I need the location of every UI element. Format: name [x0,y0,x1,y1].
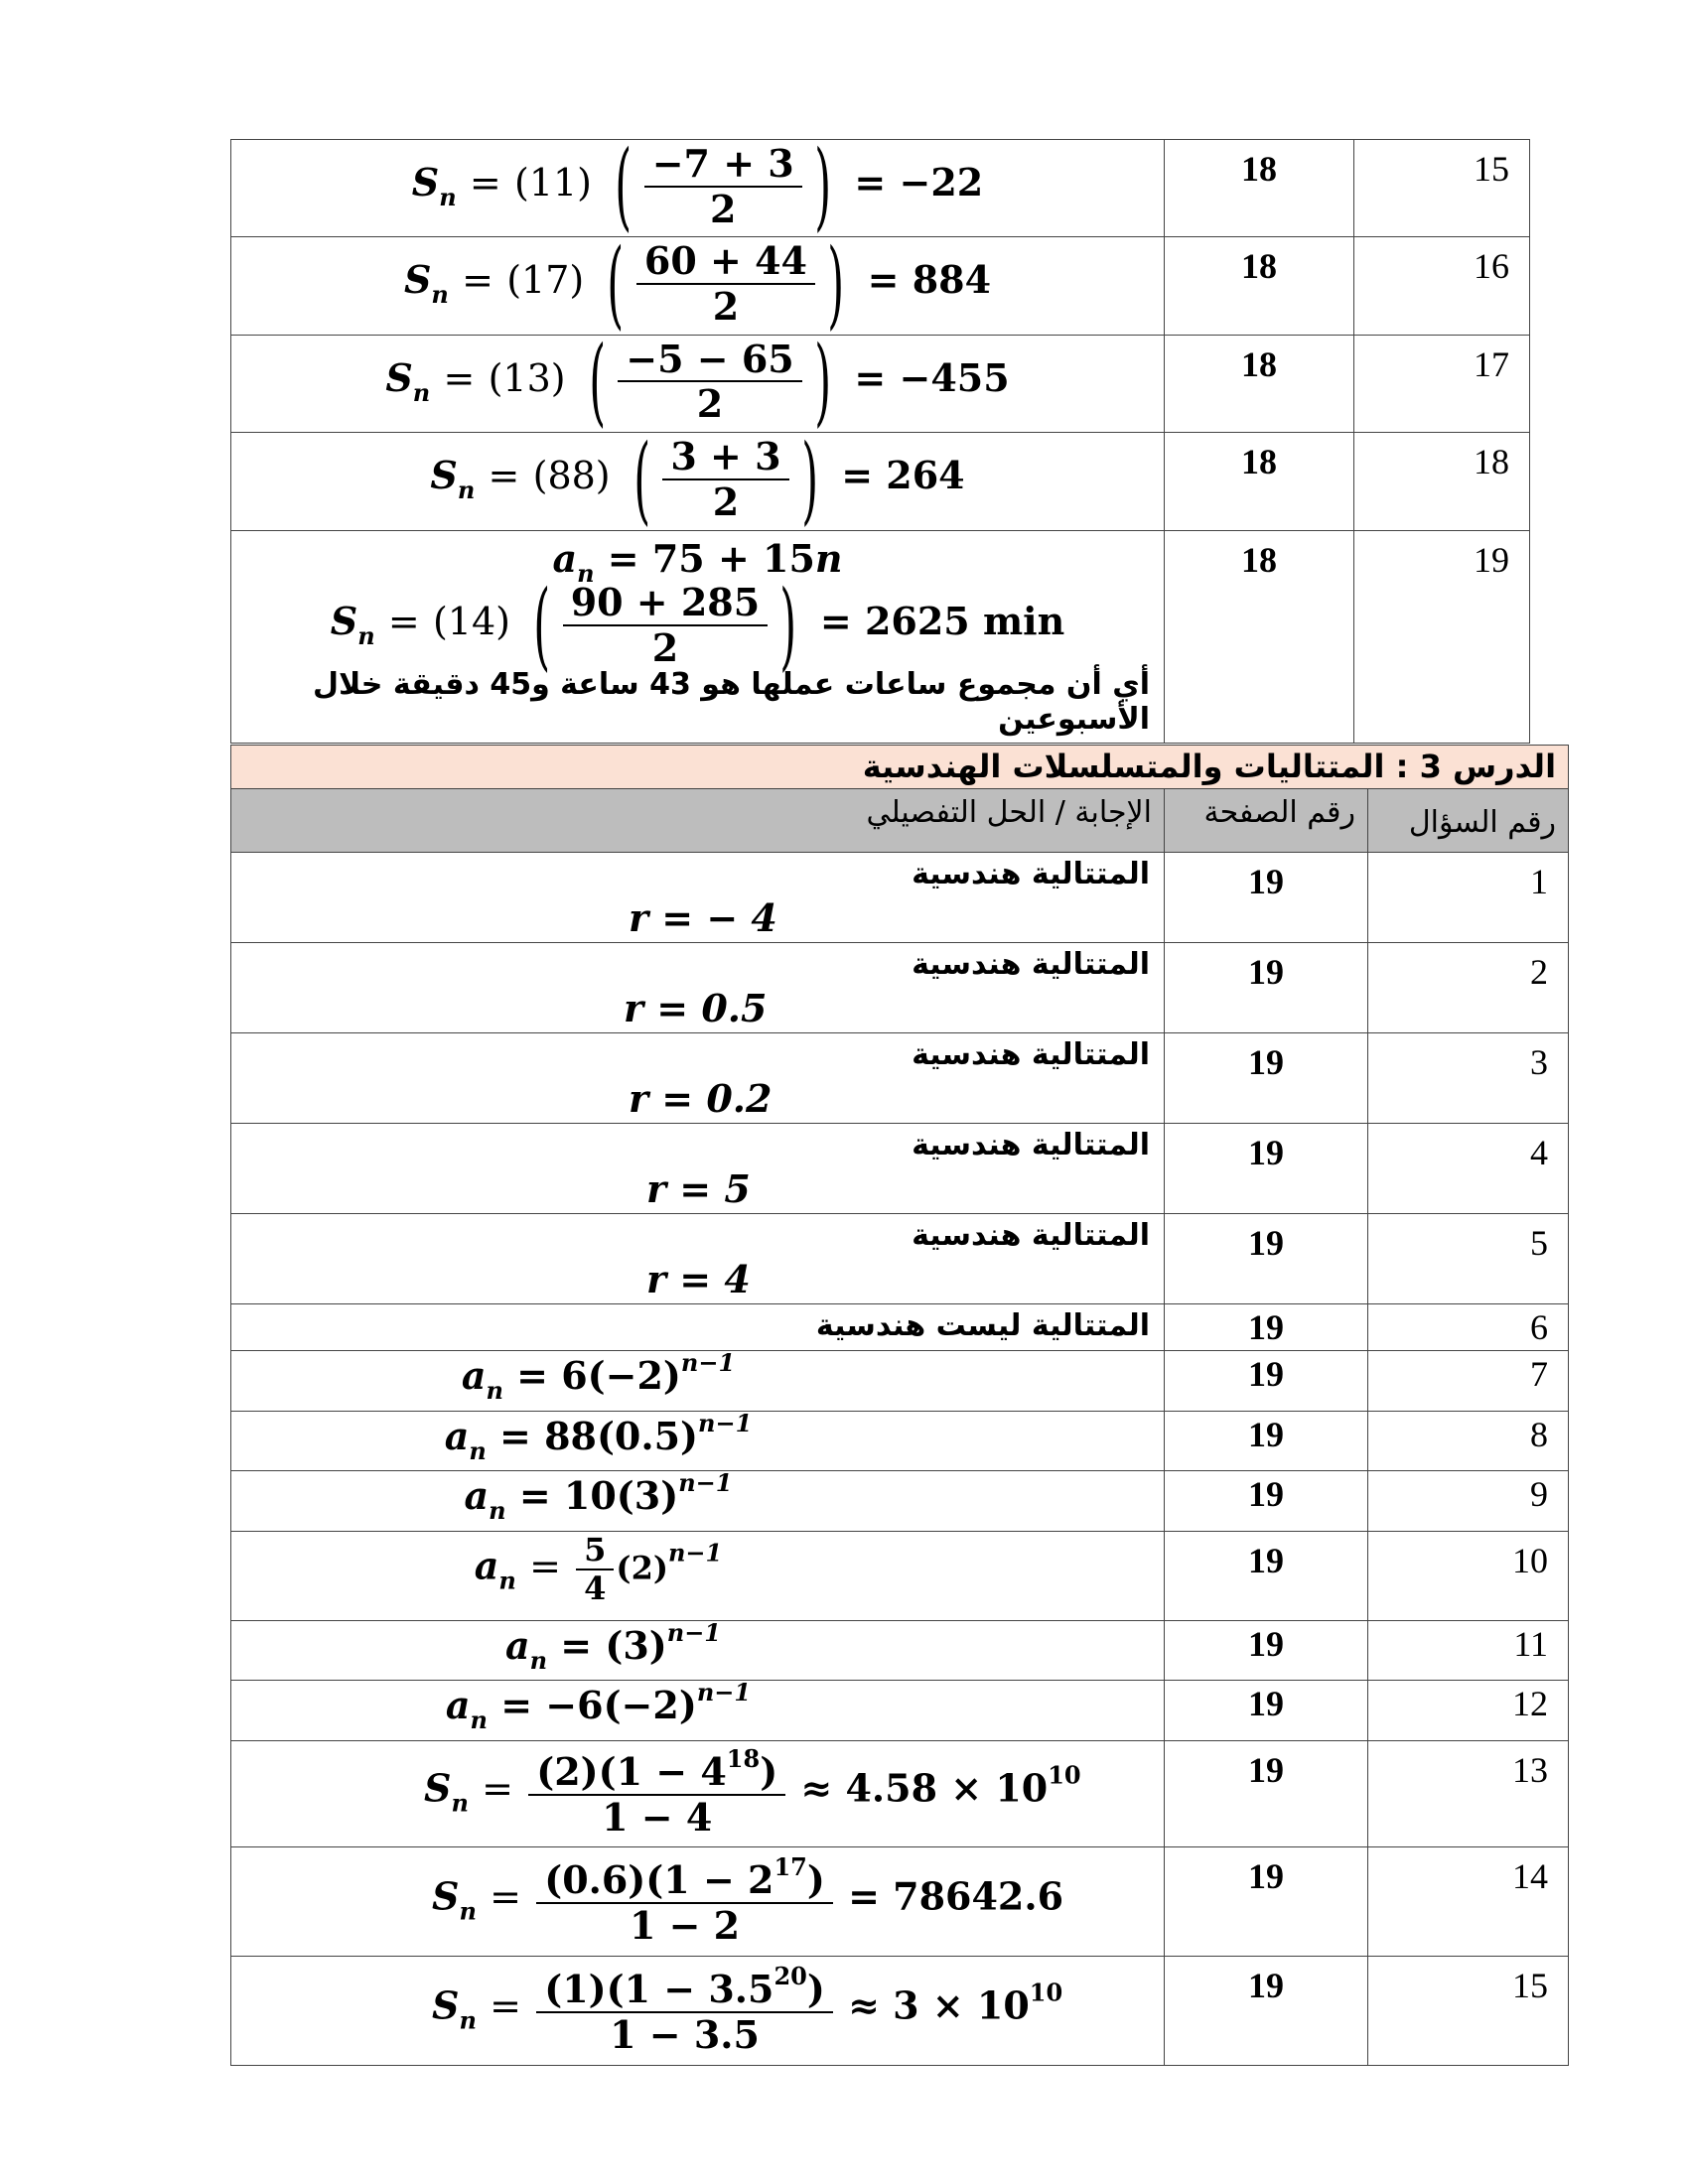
fraction: $\frac{(2)(1 - 4^{18})}{1 - 4}$ [532,1745,781,1839]
answer-cell [231,1124,1165,1214]
fraction-paren: ( $\frac{-7 + 3}{2}$ ) [615,130,831,242]
question-number: 18 [1354,433,1530,530]
numerator: 3 + 3 [670,434,781,479]
answer-cell [231,1214,1165,1304]
coefficient: (88) [532,454,611,498]
answer-cell [231,1033,1165,1124]
answer-cell [231,853,1165,943]
denominator: 2 [636,283,815,329]
page-number: 18 [1165,140,1354,237]
header-page: رقم الصفحة [1165,789,1368,853]
question-number: 7 [1368,1351,1569,1412]
page-number: 19 [1165,1124,1368,1214]
equals: = [462,258,493,303]
header-question: رقم السؤال [1368,789,1569,853]
answer-cell [231,1617,1165,1681]
lesson-title-row [231,746,1569,789]
table-arithmetic-series [230,130,1530,744]
fraction-paren: ( $\frac{60 + 44}{2}$ ) [607,227,845,340]
page-number: 19 [1165,1620,1368,1681]
answer-cell [231,227,1165,340]
page-number: 19 [1165,853,1368,943]
lesson-title: الدرس 3 : المتتاليات والمتسلسلات الهندسية [231,746,1569,789]
fraction-paren: ( $\frac{-5 - 65}{2}$ ) [589,326,831,438]
question-number: 5 [1368,1214,1569,1304]
question-number: 17 [1354,335,1530,432]
page-number: 18 [1165,335,1354,432]
table-row [231,237,1530,335]
answer-cell [231,1304,1165,1351]
answer-cell [231,1678,1165,1741]
table-row [231,1681,1569,1741]
result: = −455 [854,354,1010,400]
table-row [231,335,1530,432]
denominator: 2 [563,624,769,670]
answer-text: المتتالية هندسية [912,1037,1150,1072]
question-number: 8 [1368,1411,1569,1471]
sn-symbol: S [385,354,413,400]
table-row [231,1033,1569,1124]
table-row [231,140,1530,237]
an-symbol: a [552,535,578,581]
answer-cell [231,1408,1165,1471]
page-number: 19 [1165,1214,1368,1304]
table-row [231,433,1530,530]
page-number: 19 [1165,1411,1368,1471]
page-number: 19 [1165,943,1368,1033]
question-number: 15 [1354,140,1530,237]
question-number: 16 [1354,237,1530,335]
question-number: 10 [1368,1531,1569,1620]
question-number: 12 [1368,1681,1569,1741]
answer-cell [231,1531,1165,1620]
ratio: r = 0.5 [624,986,768,1030]
page-number: 19 [1165,1740,1368,1846]
table-row [231,530,1530,744]
an-formula: $a_n = -6(-2)^{n-1}$ [445,1678,752,1735]
page-number: 19 [1165,1846,1368,1956]
table-row [231,853,1569,943]
ratio: r = 0.2 [629,1076,773,1121]
an-subscript: n [577,558,595,588]
fraction-paren: ( $\frac{90 + 285}{2}$ ) [533,569,797,681]
fraction: $\frac{5}{4}$ [580,1532,610,1607]
question-number: 15 [1368,1956,1569,2065]
answer-cell [231,530,1165,744]
result: = −22 [854,160,984,205]
page-number: 18 [1165,237,1354,335]
sn-subscript: n [412,377,431,407]
question-number: 9 [1368,1471,1569,1532]
sn-subscript: n [439,183,457,212]
answer-cell [231,943,1165,1033]
fraction: $\frac{(1)(1 - 3.5^{20})}{1 - 3.5}$ [540,1963,829,2056]
equals: = [387,600,420,644]
table-row [231,1214,1569,1304]
table-row [231,1411,1569,1471]
question-number: 3 [1368,1033,1569,1124]
table-row [231,1846,1569,1956]
numerator: −7 + 3 [651,141,794,186]
ratio: r = 4 [646,1257,751,1301]
sum-formula [245,423,1150,535]
coefficient: (11) [514,161,593,205]
answer-text: المتتالية هندسية [912,947,1150,982]
numerator: 90 + 285 [570,580,761,625]
answer-cell [231,1956,1165,2065]
question-number: 1 [1368,853,1569,943]
question-number: 2 [1368,943,1569,1033]
table-geometric-sequences [230,745,1569,2066]
an-formula: $a_n = 10(3)^{n-1}$ [464,1468,733,1526]
question-number: 11 [1368,1620,1569,1681]
ratio: r = 5 [646,1166,751,1211]
answer-text: المتتالية هندسية [912,1218,1150,1253]
sn-subscript: n [457,476,476,505]
answer-cell [231,423,1165,535]
answer-text: المتتالية ليست هندسية [815,1308,1150,1343]
page-number: 19 [1165,1304,1368,1351]
result: = 264 [841,453,965,498]
page-number: 19 [1165,1956,1368,2065]
sum-formula: $S_n$ = $\frac{(2)(1 - 4^{18})}{1 - 4}$ ≈ $4.58 \times 10^{10}$ [424,1743,1081,1840]
page-number: 19 [1165,1351,1368,1412]
sn-symbol: S [411,160,440,205]
answer-text: المتتالية هندسية [912,1128,1150,1162]
coefficient: (14) [432,600,510,644]
table-row [231,1124,1569,1214]
fraction-paren: ( $\frac{3 + 3}{2}$ ) [633,423,818,535]
question-number: 13 [1368,1740,1569,1846]
sum-formula: $S_n$ = $\frac{(0.6)(1 - 2^{17})}{1 - 2}$ = 78642.6 [432,1851,1064,1948]
an-formula: $a_n = 88(0.5)^{n-1}$ [444,1408,753,1465]
header-row [231,789,1569,853]
answer-cell [231,1740,1165,1846]
page-number: 19 [1165,1033,1368,1124]
answer-cell [231,326,1165,438]
an-formula: $a_n = 6(-2)^{n-1}$ [461,1348,736,1405]
table-row [231,1531,1569,1620]
sn-symbol: S [430,453,458,498]
coefficient: (13) [488,355,566,400]
denominator: 2 [618,380,801,426]
an-expression: = 75 + 15 [607,535,815,581]
question-number: 4 [1368,1124,1569,1214]
sum-formula [245,130,1150,242]
sum-formula [245,569,1150,681]
page-number: 18 [1165,530,1354,744]
page-number: 19 [1165,1531,1368,1620]
fraction: $\frac{(0.6)(1 - 2^{17})}{1 - 2}$ [540,1853,829,1947]
answer-cell [231,1468,1165,1532]
table-row [231,1304,1569,1351]
answer-text: المتتالية هندسية [912,857,1150,891]
note-text: أي أن مجموع ساعات عملها هو 43 ساعة و45 دقيقة خلال الأسبوعين [312,667,1150,738]
question-number: 14 [1368,1846,1569,1956]
numerator: 60 + 44 [643,238,807,284]
numerator: −5 − 65 [626,336,794,381]
sum-formula [245,227,1150,340]
page-number: 19 [1165,1471,1368,1532]
denominator: 2 [644,186,802,231]
table-row [231,1351,1569,1412]
ratio: r = − 4 [629,895,777,940]
sum-formula: $S_n$ = $\frac{(1)(1 - 3.5^{20})}{1 - 3.5}$ ≈ $3 \times 10^{10}$ [432,1961,1063,2057]
result: = 2625 min [819,599,1065,644]
table-row [231,1620,1569,1681]
answer-cell [231,130,1165,242]
answer-cell [231,1846,1165,1956]
table-row [231,1956,1569,2065]
sum-formula [245,326,1150,438]
question-number: 6 [1368,1304,1569,1351]
sn-symbol: S [403,257,432,303]
sn-subscript: n [357,621,375,651]
equals: = [443,355,476,400]
table-row [231,1471,1569,1532]
an-formula: $a_n = (3)^{n-1}$ [504,1617,722,1675]
page-number: 18 [1165,433,1354,530]
answer-cell [231,1348,1165,1412]
table-row [231,1740,1569,1846]
sn-subscript: n [431,280,449,310]
header-answer: الإجابة / الحل التفصيلي [231,789,1165,853]
equals: = [488,454,520,498]
table-row [231,943,1569,1033]
question-number: 19 [1354,530,1530,744]
sn-symbol: S [330,599,358,644]
n-variable: n [814,535,843,581]
result: = 884 [867,257,992,303]
page-number: 19 [1165,1681,1368,1741]
an-formula: $a_n$ = $\frac{5}{4}$ $(2)^{n-1}$ [474,1530,723,1607]
coefficient: (17) [506,258,585,303]
equals: = [469,161,501,205]
denominator: 2 [662,478,788,524]
